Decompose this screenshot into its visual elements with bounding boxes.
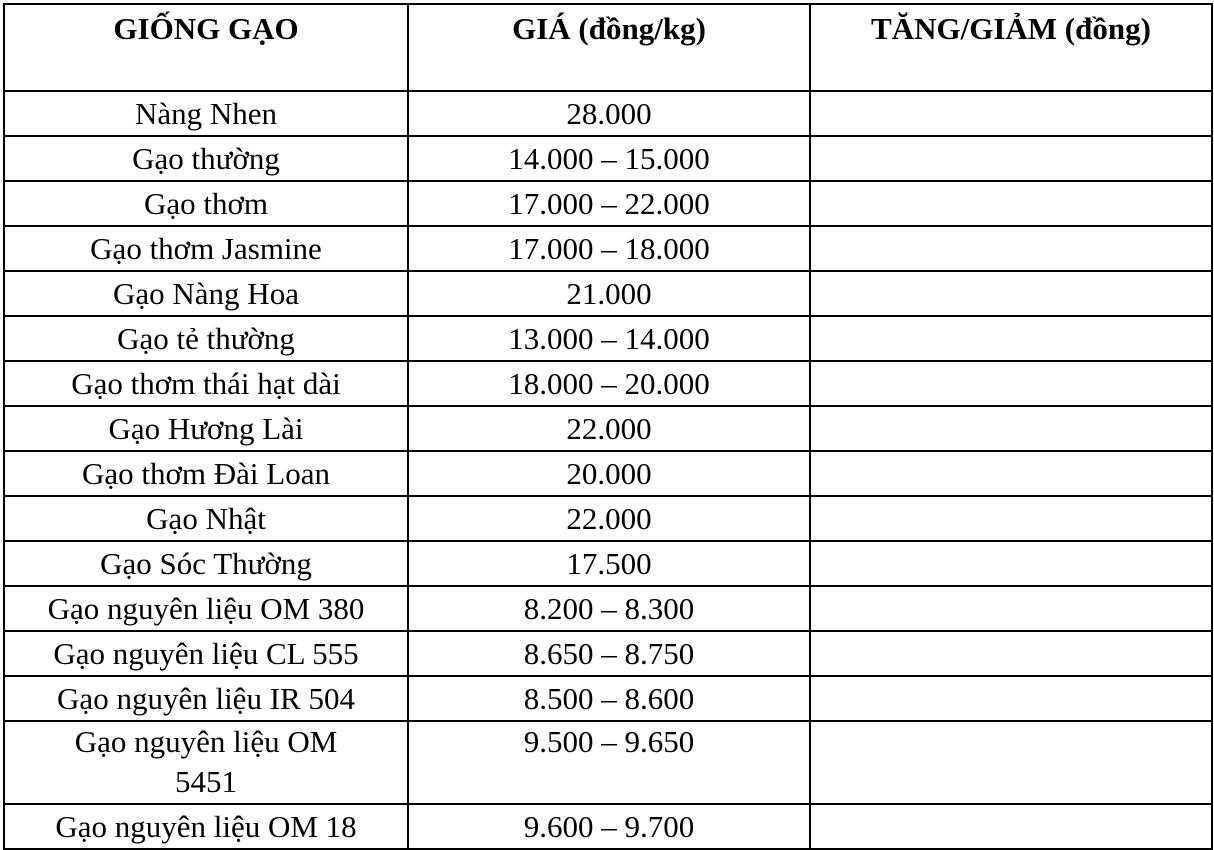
change-cell bbox=[810, 676, 1212, 721]
table-row bbox=[4, 631, 1212, 676]
variety-cell: Gạo thơm thái hạt dài bbox=[4, 361, 408, 406]
header-change: TĂNG/GIẢM (đồng) bbox=[810, 4, 1212, 91]
change-cell bbox=[810, 271, 1212, 316]
table-row bbox=[4, 91, 1212, 136]
price-cell: 28.000 bbox=[408, 91, 810, 136]
change-cell bbox=[810, 136, 1212, 181]
table-row bbox=[4, 586, 1212, 631]
variety-cell: Gạo Nhật bbox=[4, 496, 408, 541]
table-row bbox=[4, 451, 1212, 496]
price-cell: 8.650 – 8.750 bbox=[408, 631, 810, 676]
variety-cell: Gạo thơm Đài Loan bbox=[4, 451, 408, 496]
price-cell: 18.000 – 20.000 bbox=[408, 361, 810, 406]
change-cell bbox=[810, 226, 1212, 271]
price-cell: 20.000 bbox=[408, 451, 810, 496]
variety-cell: Nàng Nhen bbox=[4, 91, 408, 136]
change-cell bbox=[810, 804, 1212, 849]
table-row bbox=[4, 136, 1212, 181]
header-variety: GIỐNG GẠO bbox=[4, 4, 408, 91]
variety-cell: Gạo nguyên liệu CL 555 bbox=[4, 631, 408, 676]
table-row bbox=[4, 496, 1212, 541]
price-cell: 22.000 bbox=[408, 496, 810, 541]
variety-cell: Gạo nguyên liệu OM 18 bbox=[4, 804, 408, 849]
table-row bbox=[4, 406, 1212, 451]
change-cell bbox=[810, 451, 1212, 496]
variety-cell: Gạo tẻ thường bbox=[4, 316, 408, 361]
table-row bbox=[4, 541, 1212, 586]
variety-cell: Gạo nguyên liệu IR 504 bbox=[4, 676, 408, 721]
change-cell bbox=[810, 361, 1212, 406]
variety-cell: Gạo Nàng Hoa bbox=[4, 271, 408, 316]
change-cell bbox=[810, 586, 1212, 631]
price-cell: 17.500 bbox=[408, 541, 810, 586]
table-row bbox=[4, 316, 1212, 361]
variety-cell bbox=[4, 721, 408, 804]
table-row bbox=[4, 361, 1212, 406]
table-row bbox=[4, 721, 1212, 804]
table-row bbox=[4, 804, 1212, 849]
variety-cell: Gạo nguyên liệu OM 380 bbox=[4, 586, 408, 631]
table-row bbox=[4, 271, 1212, 316]
price-cell: 17.000 – 22.000 bbox=[408, 181, 810, 226]
variety-cell: Gạo thơm Jasmine bbox=[4, 226, 408, 271]
price-cell: 9.600 – 9.700 bbox=[408, 804, 810, 849]
change-cell bbox=[810, 316, 1212, 361]
rice-price-table bbox=[3, 3, 1213, 850]
price-cell: 22.000 bbox=[408, 406, 810, 451]
variety-cell: Gạo Hương Lài bbox=[4, 406, 408, 451]
header-row bbox=[4, 4, 1212, 91]
table-row bbox=[4, 226, 1212, 271]
table-row bbox=[4, 676, 1212, 721]
price-cell: 14.000 – 15.000 bbox=[408, 136, 810, 181]
change-cell bbox=[810, 541, 1212, 586]
variety-text: Gạo nguyên liệu OM 5451 bbox=[74, 724, 338, 799]
price-cell: 8.200 – 8.300 bbox=[408, 586, 810, 631]
change-cell bbox=[810, 406, 1212, 451]
variety-cell: Gạo Sóc Thường bbox=[4, 541, 408, 586]
table-row bbox=[4, 181, 1212, 226]
price-cell: 9.500 – 9.650 bbox=[408, 721, 810, 804]
change-cell bbox=[810, 91, 1212, 136]
change-cell bbox=[810, 721, 1212, 804]
change-cell bbox=[810, 631, 1212, 676]
price-cell: 8.500 – 8.600 bbox=[408, 676, 810, 721]
change-cell bbox=[810, 181, 1212, 226]
variety-cell: Gạo thơm bbox=[4, 181, 408, 226]
header-price: GIÁ (đồng/kg) bbox=[408, 4, 810, 91]
price-cell: 17.000 – 18.000 bbox=[408, 226, 810, 271]
change-cell bbox=[810, 496, 1212, 541]
variety-cell: Gạo thường bbox=[4, 136, 408, 181]
price-cell: 21.000 bbox=[408, 271, 810, 316]
price-cell: 13.000 – 14.000 bbox=[408, 316, 810, 361]
